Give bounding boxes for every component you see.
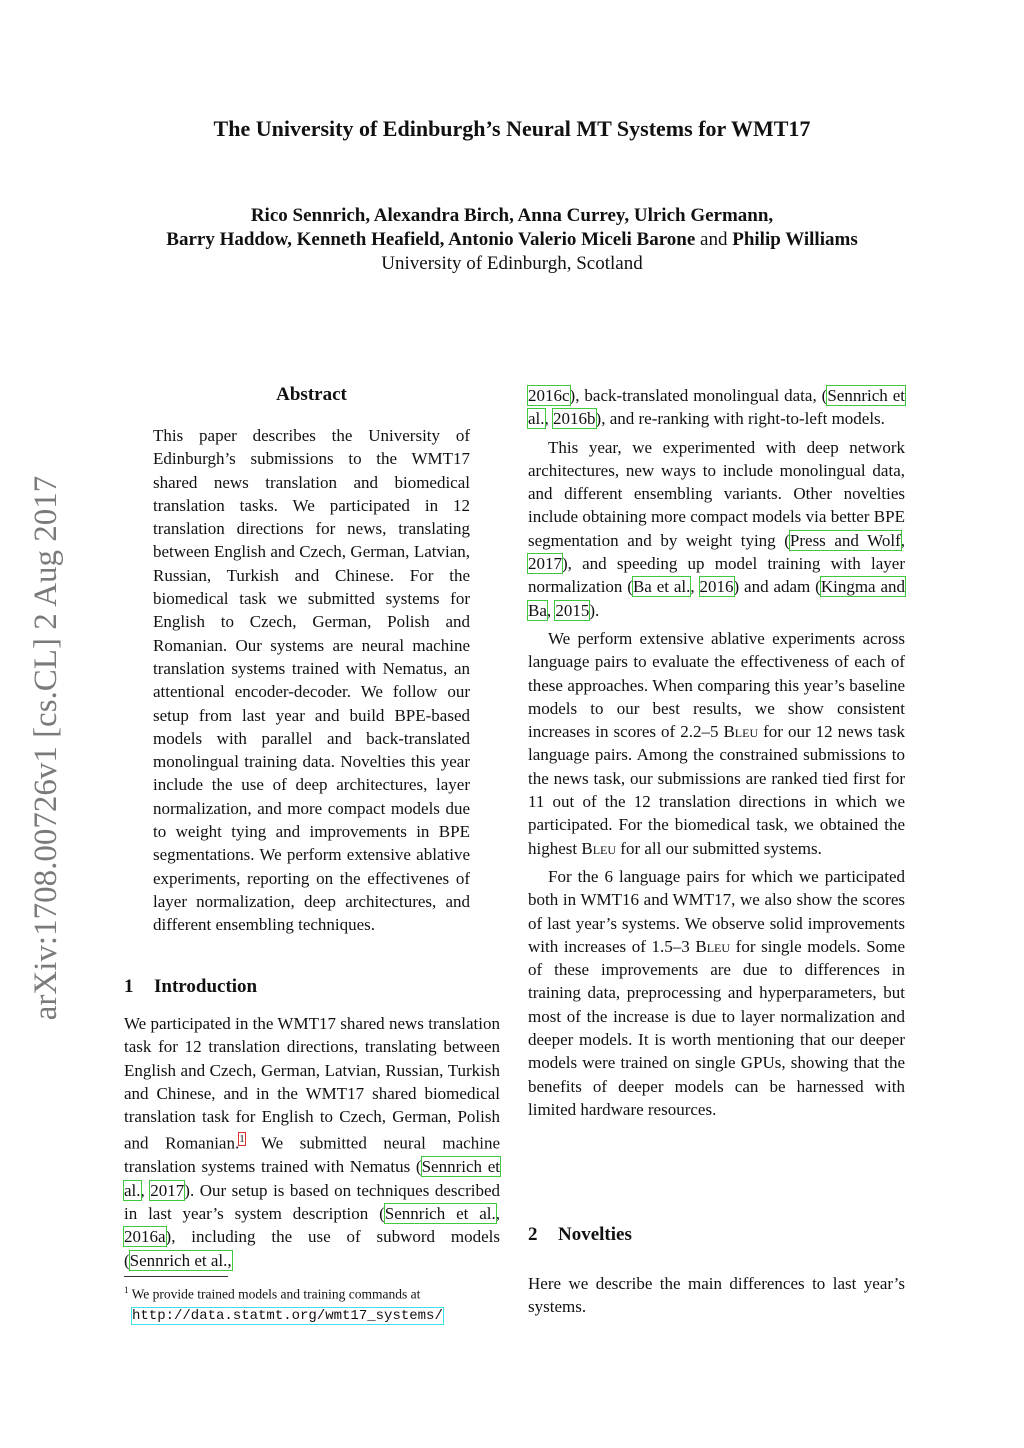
citation-ba[interactable]: Ba et al. [632,577,691,597]
citation-year-kingma[interactable]: 2015 [555,600,590,620]
novelties-heading [528,1224,632,1246]
citation-press-wolf[interactable]: Press and Wolf [789,530,901,550]
intro-text-segment: We participated in the WMT17 shared news translation task for 12 translation directions, translating between English and Czech, German, Latvian, Russian, Turkish and Chinese, and in the WMT17 shared biomedical translation task for English to Czech, German, Polish and Romanian. [124,1014,500,1154]
intro-text-segment: ). Our setup is based on techniques described in last year’s system description ( [124,1180,500,1224]
intro-text-segment: For the 6 language pairs for which we participated both in WMT16 and WMT17, we also show the scores of last year’s systems. We observe solid improvements with increases of 1.5–3 [528,866,905,956]
affiliation: University of Edinburgh, Scotland [381,253,643,274]
text-separator: , [900,530,905,550]
abstract-heading: Abstract [276,384,347,405]
intro-paragraph-1-continued [528,384,905,431]
citation-year-2016a[interactable]: 2016a [124,1227,166,1247]
intro-paragraph-4 [528,865,905,1121]
intro-heading [124,976,257,998]
intro-text-segment: We perform extensive ablative experiments across language pairs to evaluate the effectiveness of each of these approaches. When comparing this year’s baseline models to our best results, we show consistent increases in scores of 2.2–5 [528,628,905,742]
citation-year-ba[interactable]: 2016 [699,577,734,597]
intro-text-segment: ). [589,600,600,620]
intro-text-segment: ), including the use of subword models ( [124,1227,500,1270]
authors-line-1: Rico Sennrich, Alexandra Birch, Anna Currey, Ulrich Germann, [250,205,774,226]
authors-line-2b: Philip Williams [732,229,858,250]
intro-paragraph-3 [528,627,905,860]
intro-section-title: Introduction [154,976,258,997]
intro-text-segment: ), and re-ranking with right-to-left models. [595,409,885,429]
intro-paragraph-1 [124,1012,500,1272]
novelties-section-number: 2 [528,1224,538,1245]
citation-sennrich-2016b[interactable]: Sennrich et al. [528,386,905,429]
footnote-divider [124,1276,228,1277]
citation-year-2016c[interactable]: 2016c [528,386,570,405]
text-separator: , [140,1180,151,1200]
citation-kingma-ba[interactable]: Kingma and Ba [528,577,905,620]
intro-paragraph-2 [528,436,905,622]
text-separator: , [495,1204,500,1224]
footnote-url-link[interactable]: http://data.statmt.org/wmt17_systems/ [132,1307,443,1324]
citation-sennrich-2016c[interactable]: Sennrich et al., [129,1250,232,1270]
text-separator: , [546,600,556,620]
bleu-term: Bleu [723,722,759,742]
citation-sennrich-2016a[interactable]: Sennrich et al. [384,1204,496,1224]
citation-year-2017[interactable]: 2017 [150,1180,185,1200]
right-column [528,384,905,1126]
arxiv-identifier: arXiv:1708.00726v1 [cs.CL] 2 Aug 2017 [28,475,64,1021]
citation-year-2016b[interactable]: 2016b [553,409,596,429]
intro-text-segment: ), and speeding up model training with layer normalization ( [528,554,905,597]
novelties-text: Here we describe the main differences to last year’s systems. [528,1274,905,1317]
novelties-section-title: Novelties [558,1224,632,1245]
intro-text-segment: for all our submitted systems. [616,838,822,858]
footnote-1 [124,1281,504,1325]
paper-title: The University of Edinburgh’s Neural MT Systems for WMT17 [213,116,811,141]
citation-sennrich-2017[interactable]: Sennrich et al. [124,1157,500,1200]
authors-line-2a: Barry Haddow, Kenneth Heafield, Antonio Valerio Miceli Barone [166,229,696,250]
intro-text-segment: ), back-translated monolingual data, ( [569,386,828,405]
footnote-text: We provide trained models and training commands at [131,1286,421,1302]
bleu-term: Bleu [695,936,731,956]
intro-text-segment: We submitted neural machine translation systems trained with Nematus ( [124,1134,500,1177]
intro-text-segment: This year, we experimented with deep network architectures, new ways to include monolingual data, and different ensembling variants. Other novelties include obtaining more compact models via better BPE segmentation and by weight tying ( [528,437,905,550]
footnote-ref-1[interactable]: 1 [239,1133,245,1146]
authors-and: and [700,229,728,250]
intro-text-segment: ) and adam ( [733,577,821,597]
intro-text-segment: for our 12 news task language pairs. Among the constrained submissions to the news task, our submissions are ranked tied first for 11 out of the 12 translation directions in which we participated. For the biomedical task, we obtained the highest [528,722,905,858]
intro-text-segment: for single models. Some of these improvements are due to differences in training data, preprocessing and hyperparameters, but most of the increase is due to layer normalization and deeper models. It is worth mentioning that our deeper models were trained on single GPUs, showing that the benefits of deeper models can be harnessed with limited hardware resources. [528,936,905,1119]
text-separator: , [690,577,700,597]
footnote-mark: 1 [124,1285,129,1295]
author-block [0,204,1024,276]
citation-year-press[interactable]: 2017 [528,554,562,574]
abstract-text: This paper describes the University of Edinburgh’s submissions to the WMT17 shared news translation and biomedical translation tasks. We participated in 12 translation directions for news, translating between English and Czech, German, Latvian, Russian, Turkish and Chinese. For the biomedical task we submitted systems for English to Czech, German, Polish and Romanian. Our systems are neural machine translation systems trained with Nematus, an attentional encoder-decoder. We follow our setup from last year and build BPE-based models with parallel and back-translated monolingual training data. Novelties this year include the use of deep architectures, layer normalization, and more compact models due to weight tying and improvements in BPE segmentations. We perform extensive ablative experiments, reporting on the effectivenes of layer normalization, deep architectures, and different ensembling techniques. [153,426,470,935]
intro-section-number: 1 [124,976,134,997]
bleu-term: Bleu [581,838,617,858]
text-separator: , [544,409,554,429]
